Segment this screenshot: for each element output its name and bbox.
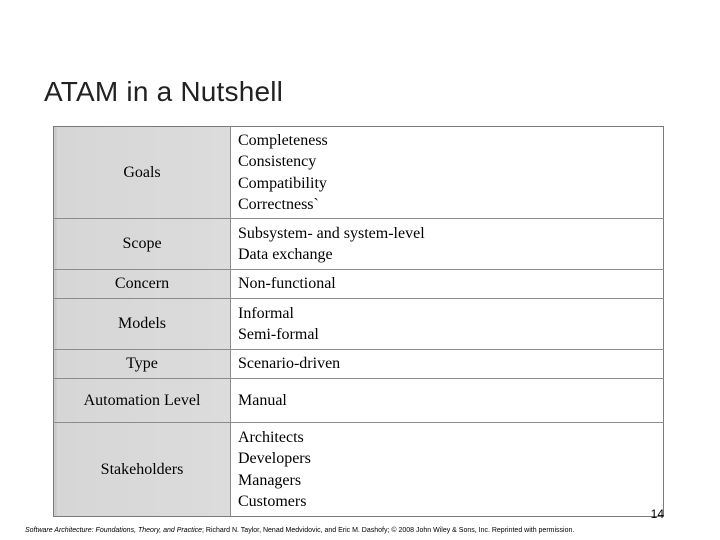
value-line: Manual [238,391,287,409]
page-number: 14 [650,507,664,521]
row-label: Scope [54,219,231,270]
table-row [54,270,664,299]
table-row [54,423,664,517]
table-row [54,379,664,423]
atam-summary-table [53,126,664,517]
value-line: Scenario-driven [238,355,341,373]
row-label: Type [54,350,231,379]
value-line: Completeness [238,131,328,149]
row-values [231,379,664,423]
value-line: Architects [238,428,304,446]
value-line: Compatibility [238,174,327,192]
value-line: Customers [238,493,307,510]
value-line: Managers [238,471,302,489]
table-row [54,299,664,350]
row-label: Goals [54,127,231,219]
value-line: Data exchange [238,246,333,263]
value-line: Subsystem- and system-level [238,224,425,242]
row-label: Automation Level [54,379,231,423]
row-values [231,127,664,219]
row-label: Concern [54,270,231,299]
row-values [231,299,664,350]
citation-details: ; Richard N. Taylor, Nenad Medvidovic, and Eric M. Dashofy; © 2008 John Wiley & Sons, Inc. Reprinted with permission. [202,527,575,534]
citation-book-title: Software Architecture: Foundations, Theory, and Practice [25,527,203,534]
citation-footer [25,527,574,534]
table-row [54,350,664,379]
value-line: Non-functional [238,275,336,293]
value-line: Informal [238,304,294,322]
row-values [231,423,664,517]
row-values [231,270,664,299]
table-row [54,219,664,270]
value-line: Developers [238,450,311,467]
value-line: Correctness` [238,196,319,213]
table-row [54,127,664,219]
row-values [231,350,664,379]
slide-title: ATAM in a Nutshell [44,76,284,107]
value-line: Consistency [238,153,317,170]
value-line: Semi-formal [238,326,319,343]
row-label: Stakeholders [54,423,231,517]
row-values [231,219,664,270]
row-label: Models [54,299,231,350]
